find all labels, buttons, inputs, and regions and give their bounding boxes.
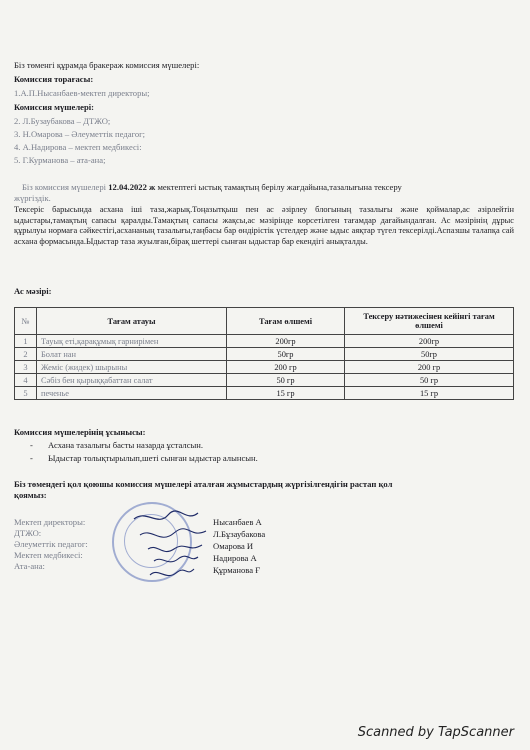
row-number: 2 [15, 348, 37, 361]
signer-role: Әлеуметтік педагог: [14, 539, 88, 549]
dish-name: печенье [37, 387, 227, 400]
column-header: Тағам өлшемі [227, 308, 345, 335]
member-line: 2. Л.Бузаубакова – ДТЖО; [14, 116, 111, 126]
proposals-heading: Комиссия мүшелерінің ұсынысы: [14, 427, 146, 437]
member-line: 4. А.Надирова – мектеп медбикесі: [14, 142, 142, 152]
signer-role: ДТЖО: [14, 528, 42, 538]
inspection-statement [22, 182, 402, 192]
checked-portion: 15 гр [345, 387, 514, 400]
statement-continuation: жүргіздік. [14, 193, 51, 203]
confirmation-line: Біз төмендегі қол қоюшы комиссия мүшелері аталған жұмыстардың жүргізілгендігін растап қол [14, 479, 393, 489]
signer-name: Надирова А [213, 553, 257, 563]
table-header-row [15, 308, 514, 335]
signer-role: Ата-ана: [14, 561, 45, 571]
menu-table [14, 307, 514, 400]
dish-name: Болат нан [37, 348, 227, 361]
checked-portion: 200гр [345, 335, 514, 348]
inspection-date: 12.04.2022 ж [108, 182, 156, 192]
signer-name: Омарова И [213, 541, 254, 551]
statement-end: мектептегі ыстық тамақтың берілу жағдайына,тазалығына тексеру [157, 182, 402, 192]
dish-portion: 50гр [227, 348, 345, 361]
row-number: 5 [15, 387, 37, 400]
column-header: № [15, 308, 37, 335]
signer-name: Құрманова Ғ [213, 565, 261, 575]
checked-portion: 200 гр [345, 361, 514, 374]
column-header: Тексеру нәтижесінен кейінгі тағам өлшемі [345, 308, 514, 335]
inspection-findings: Тексеріс барысында асхана іші таза,жарық.Тоңазытқыш пен ас әзірлеу блогының тазалығы және қоймалар,ас әзірлейтін ыдыстары,тамақтың сапасы қаралды.Тамақтың сапасы жақсы,ас мәзірінде көрсетілген тағамдар дағайындалған. Ас мәзірінің дұрыс құрылуы нормаға сәйкестігі,асхананың тазалығы,таңбасы бар өндірістік үстелдер және ыдыс аяқтар түгел тексерілді.Аспазшы талапқа сай асхана формасында.Ыдыстар таза жуылған,бірақ шеттері сынған ыдыстар бар екендігі анықталды. [14, 205, 514, 246]
table-row [15, 374, 514, 387]
proposal-item: - Ыдыстар толықтырылып,шеті сынған ыдыстар алынсын. [30, 453, 258, 463]
chair-heading: Комиссия торағасы: [14, 74, 94, 84]
row-number: 1 [15, 335, 37, 348]
column-header: Тағам атауы [37, 308, 227, 335]
table-row [15, 348, 514, 361]
dish-name: Тауық еті,қарақұмық гарнирімен [37, 335, 227, 348]
intro-line: Біз төменгі құрамда бракераж комиссия мүшелері: [14, 60, 200, 70]
handwritten-signatures [128, 505, 218, 585]
member-line: 3. Н.Омарова – Әлеуметтік педагог; [14, 129, 146, 139]
member-line: 5. Г.Курманова – ата-ана; [14, 155, 106, 165]
menu-heading: Ас мәзірі: [14, 286, 52, 296]
dish-portion: 200гр [227, 335, 345, 348]
table-row [15, 335, 514, 348]
dish-name: Жеміс (жидек) шырыны [37, 361, 227, 374]
confirmation-line: қоямыз: [14, 490, 47, 500]
chair-line: 1.А.П.Нысанбаев-мектеп директоры; [14, 88, 150, 98]
checked-portion: 50 гр [345, 374, 514, 387]
dish-portion: 50 гр [227, 374, 345, 387]
proposal-item: - Асхана тазалығы басты назарда ұсталсын. [30, 440, 204, 450]
table-row [15, 361, 514, 374]
members-heading: Комиссия мүшелері: [14, 102, 95, 112]
dish-name: Сәбіз бен қырыққабаттан салат [37, 374, 227, 387]
proposal-text: Асхана тазалығы басты назарда ұсталсын. [48, 440, 204, 450]
signer-name: Л.Бұзаубакова [213, 529, 266, 539]
statement-start: Біз комиссия мүшелері [22, 182, 107, 192]
row-number: 3 [15, 361, 37, 374]
signer-role: Мектеп медбикесі: [14, 550, 83, 560]
dish-portion: 200 гр [227, 361, 345, 374]
proposal-text: Ыдыстар толықтырылып,шеті сынған ыдыстар алынсын. [48, 453, 258, 463]
signer-name: Нысанбаев А [213, 517, 262, 527]
row-number: 4 [15, 374, 37, 387]
signer-role: Мектеп директоры: [14, 517, 86, 527]
checked-portion: 50гр [345, 348, 514, 361]
dish-portion: 15 гр [227, 387, 345, 400]
table-row [15, 387, 514, 400]
scanner-watermark: Scanned by TapScanner [357, 725, 514, 740]
